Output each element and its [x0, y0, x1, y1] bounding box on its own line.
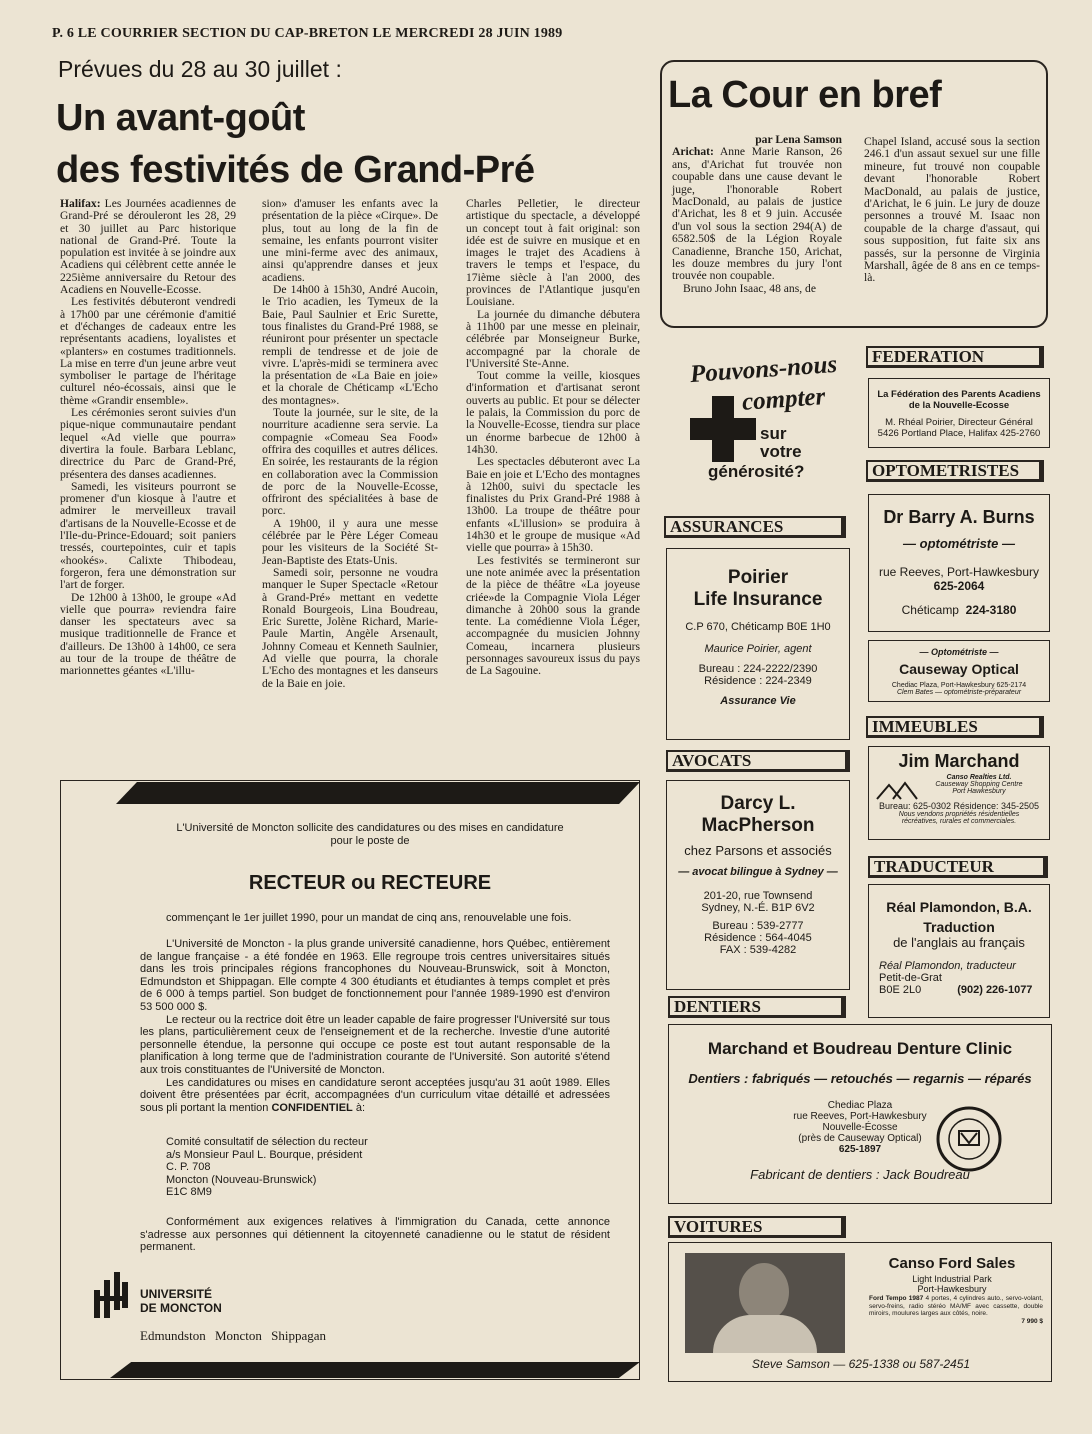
- charity-line-1: Pouvons-nous: [689, 350, 838, 389]
- assurance-agent: Maurice Poirier, agent: [704, 643, 812, 655]
- ad-term: commençant le 1er juillet 1990, pour un mandat de cinq ans, renouvelable une fois.: [166, 912, 572, 924]
- car-features: 4 portes, 4 cylindres auto., servo-volant, servo-freins, radio stéréo MA/MF avec cassette, double miroirs, moulures larges aux côtés, noire.: [869, 1295, 1043, 1318]
- university-logo-text: [140, 1287, 222, 1315]
- assurance-phone-2: Résidence : 224-2349: [704, 675, 812, 687]
- car-model: Ford Tempo 1987: [869, 1295, 924, 1302]
- article-column-3: [466, 198, 640, 678]
- lawyer-tagline: — avocat bilingue à Sydney —: [678, 866, 838, 878]
- paragraph: Les Journées acadiennes de Grand-Pré se dérouleront les 28, 29 et 30 juillet au Parc historique national de Grand-Pré. Toute la population est invitée à se joindre aux Acadiens qui célèbrent cette année le 225ième anniversaire du Retour des Acadiens en Nouvelle-Ecosse.: [60, 197, 236, 297]
- university-logo-icon: [92, 1272, 130, 1318]
- translator-postal: B0E 2L0: [879, 984, 922, 996]
- optometrist-phone: 625-2064: [933, 579, 985, 593]
- denture-box: [668, 1024, 1052, 1204]
- car-dealer-name: Canso Ford Sales: [888, 1255, 1016, 1272]
- denture-address-3: Nouvelle-Écosse: [822, 1122, 898, 1133]
- charity-line-2: compter: [741, 383, 827, 416]
- paragraph: Chapel Island, accusé sous la section 246.1 d'un assaut sexuel sur une fille mineure, fut trouvé non coupable devant l'honorable Robert MacDonald, au palais de justice, d'Arichat, le 6 juin. Le jury de douze personnes a trouvé M. Isaac non coupable de la charge d'assaut, qui sous supposition, fut faite six ans passés, sur la personne de Virginia Marshall, âgée de 8 ans en ce temps-là.: [864, 135, 1040, 285]
- article-column-2: [262, 198, 438, 690]
- realty-phones: Bureau: 625-0302 Résidence: 345-2505: [878, 801, 1040, 811]
- ad-bottom-bar: [110, 1362, 640, 1378]
- court-column-2: [864, 136, 1040, 285]
- paragraph: Charles Pelletier, le directeur artistique du spectacle, a développé un concept tout à fait original: son idée est de suivre en musique et en images le trajet des Acadiens à travers le temps et l'espace, du 17ième siècle à l'an 2000, des provinces de l'Atlantique jusqu'en Louisiane.: [466, 197, 640, 309]
- salesman-photo: [685, 1253, 845, 1353]
- denture-address-1: Chediac Plaza: [827, 1100, 893, 1111]
- section-header-voitures: VOITURES: [668, 1216, 846, 1238]
- optometrist-address: rue Reeves, Port-Hawkesbury: [878, 565, 1040, 579]
- court-title: La Cour en bref: [668, 74, 942, 116]
- paragraph: Tout comme la veille, kiosques d'information et d'artisanat seront ouverts au public. Et pour se délecter le palais, la Commission du porc de la Nouvelle-Ecosse, tiendra sur place un énorme barbecue de 12h00 à 14h30.: [466, 369, 640, 456]
- charity-line-3: sur: [760, 424, 787, 443]
- assurance-box: [666, 548, 850, 740]
- translator-town: Petit-de-Grat: [879, 972, 942, 984]
- denture-phone: 625-1897: [838, 1144, 882, 1155]
- paragraph: Toute la journée, sur le site, de la nourriture acadienne sera servie. La compagnie «Comeau Sea Food» offrira des coquilles et autres délices. En soirée, les restaurants de la région en collaboration avec la Commission de porc de la Nouvelle-Ecosse, offriront des spécialitées à base de porc.: [262, 406, 438, 518]
- lawyer-name-2: MacPherson: [701, 815, 815, 836]
- optometrist-box: [868, 494, 1050, 632]
- car-dealer-line-1: Light Industrial Park: [912, 1274, 992, 1284]
- federation-address: 5426 Portland Place, Halifax 425-2760: [877, 428, 1041, 439]
- paragraph: Les spectacles débuteront avec La Baie en joie et L'Echo des montagnes à 12h00, suivi du spectacle les finalistes du Prix Grand-Pré 1988 à 13h00. La troupe de théâtre pour enfants «L'illusion» se produira à 14h30 et le groupe de musique «Ad vielle que pourra» à 15h30.: [466, 455, 641, 555]
- causeway-optical-box: [868, 640, 1050, 702]
- charity-line-4: votre: [760, 442, 802, 461]
- causeway-line-1: Chediac Plaza, Port-Hawkesbury 625-2174: [891, 682, 1027, 689]
- realty-company-1: Canso Realties Ltd.: [946, 774, 1012, 781]
- car-dealer-box: [668, 1242, 1052, 1382]
- ad-paragraph-1: L'Université de Moncton - la plus grande université canadienne, hors Québec, entièrement de langue française - a été fondée en 1963. Elle regroupe trois centres universitaires situés dans les trois principales régions francophones du Nouveau-Brunswick, soit à Moncton, Edmundston et Shippagan. Elle compte 4 300 étudiants et étudiantes à temps complet et près de 6 000 à temps partiel. Son budget de fonctionnement pour l'année 1989-1990 est d'environ 53 500 000 $.: [140, 938, 610, 1013]
- ad-intro-1: L'Université de Moncton sollicite des candidatures ou des mises en candidature: [176, 822, 564, 834]
- ad-address-2: a/s Monsieur Paul L. Bourque, président: [166, 1148, 363, 1161]
- charity-ad: [668, 348, 850, 498]
- headline-line-1: Un avant-goût: [56, 97, 305, 139]
- ad-address-4: Moncton (Nouveau-Brunswick): [166, 1173, 317, 1186]
- realty-note-1: Nous vendons propriétés résidentielles: [898, 811, 1020, 818]
- paragraph: Anne Marie Ranson, 26 ans, d'Arichat fut trouvée non coupable dans une cause devant le juge, l'honorable Robert MacDonald, au palais de justice d'Arichat, les 8 et 9 juin. Accusée d'un vol sous la section 294(A) de 6582.50$ de la Légion Royale Canadienne, Branche 150, Arichat, les douze membres du jury l'ont trouvée non coupable.: [672, 145, 843, 283]
- paragraph: Samedi, les visiteurs pourront se promener d'un kiosque à l'autre et admirer le merveilleux travail d'artisans de la Nouvelle-Ecosse et de l'Ile-du-Prince-Edouard; soit paniers tressés, courtepointes, cuir et tapis «hookés». Calixte Thibodeau, forgeron, fera une démonstration sur l'art de forger.: [60, 479, 236, 592]
- paragraph: Bruno John Isaac, 48 ans, de: [683, 281, 816, 295]
- article-kicker: Prévues du 28 au 30 juillet :: [58, 56, 342, 82]
- section-header-federation: FEDERATION: [866, 346, 1044, 368]
- optometrist-title: — optométriste —: [903, 536, 1015, 551]
- paragraph: De 14h00 à 15h30, André Aucoin, le Trio acadien, les Tymeux de la Baie, Paul Saulnier et Eric Surette, tous finalistes du Grand-Pré 1988, se réuniront pour présenter un spectacle rempli de tendresse et de joie de vivre. L'après-midi se terminera avec la présentation de «La Baie en joie» et la chorale de Chéticamp «L'Echo des montagnes».: [262, 283, 438, 407]
- university-logo-line-2: DE MONCTON: [140, 1301, 222, 1315]
- translator-line-2: de l'anglais au français: [893, 935, 1025, 950]
- causeway-title: — Optométriste —: [919, 647, 999, 657]
- paragraph: La journée du dimanche débutera à 11h00 par une messe en pleinair, célébrée par Monseigneur Burke, accompagné par la chorale de l'Université Ste-Anne.: [466, 307, 640, 370]
- causeway-name: Causeway Optical: [899, 661, 1019, 677]
- paragraph: A 19h00, il y aura une messe célébrée par le Père Léger Comeau pour les visiteurs de la Société St-Jean-Baptiste des Etats-Unis.: [262, 516, 438, 567]
- dateline: Halifax:: [60, 197, 101, 210]
- translator-signature: Réal Plamondon, traducteur: [879, 960, 1016, 972]
- federation-name-1: La Fédération des Parents Acadiens: [877, 389, 1041, 400]
- university-campuses: Edmundston Moncton Shippagan: [140, 1328, 327, 1343]
- ad-position: RECTEUR ou RECTEURE: [248, 872, 492, 894]
- federation-contact: M. Rhéal Poirier, Directeur Général: [885, 417, 1033, 428]
- section-header-optometristes: OPTOMETRISTES: [866, 460, 1044, 482]
- realty-company-2: Causeway Shopping Centre: [935, 781, 1023, 788]
- lawyer-name-1: Darcy L.: [720, 793, 796, 814]
- realty-note-2: récréatives, rurales et commerciales.: [901, 818, 1017, 825]
- university-logo-line-1: UNIVERSITÉ: [140, 1287, 213, 1301]
- realty-box: [868, 746, 1050, 840]
- paragraph: sion» d'amuser les enfants avec la présentation de la pièce «Cirque». De plus, tout au long de la fin de semaine, les enfants pourront visiter une mini-ferme avec des animaux, ainsi qu'apprendre danses et jeux acadiens.: [262, 197, 438, 284]
- federation-name-2: de la Nouvelle-Ecosse: [908, 400, 1010, 411]
- ad-mail-address: [166, 1136, 566, 1199]
- paragraph: De 12h00 à 13h00, le groupe «Ad vielle que pourra» reviendra faire danser les spectateurs avec sa musique traditionnelle de France et d'ailleurs. De 13h00 à 14h00, ce sera au tour de la troupe de théâtre de marionnettes géantes «L'illu-: [60, 590, 236, 678]
- assurance-phone-1: Bureau : 224-2222/2390: [698, 663, 818, 675]
- ad-address-3: C. P. 708: [166, 1161, 211, 1174]
- ad-paragraph-3: Les candidatures ou mises en candidature seront acceptées jusqu'au 31 août 1989. Elles doivent être présentées par écrit, accompagnées d'un curriculum vitae détaillé et adressées sous pli portant la mention: [140, 1076, 610, 1114]
- ad-address-1: Comité consultatif de sélection du recteur: [166, 1136, 368, 1148]
- lawyer-phone-2: Résidence : 564-4045: [704, 932, 812, 944]
- translator-name: Réal Plamondon, B.A.: [886, 899, 1032, 915]
- lawyer-fax: FAX : 539-4282: [719, 944, 797, 956]
- section-header-assurances: ASSURANCES: [664, 516, 846, 538]
- paragraph: Les cérémonies seront suivies d'un pique-nique communautaire pendant lequel «Ad vielle que pourra» divertira la foule. Barbara Leblanc, directrice du Parc de Grand-Pré, présentera des danses acadiennes.: [60, 406, 236, 481]
- car-contact: Steve Samson — 625-1338 ou 587-2451: [751, 1357, 971, 1371]
- optometrist-phone2: 224-3180: [965, 603, 1017, 617]
- optometrist-name: Dr Barry A. Burns: [883, 507, 1035, 527]
- section-header-avocats: AVOCATS: [666, 750, 850, 772]
- lawyer-address-2: Sydney, N.-É. B1P 6V2: [701, 902, 815, 914]
- section-header-immeubles: IMMEUBLES: [866, 716, 1044, 738]
- car-price: 7 990 $: [1021, 1317, 1043, 1325]
- court-byline: par Lena Samson: [755, 133, 842, 146]
- lawyer-box: [666, 780, 850, 990]
- paragraph: Samedi soir, personne ne voudra manquer le Super Spectacle «Retour à Grand-Pré» mettant en vedette Ronald Bourgeois, Lina Boudreau, Eric Surette, Jolène Richard, Marie-Paule Martin, Angèle Arsenault, Johnny Comeau et Kenneth Saulnier, Ad vielle que pourra, la chorale L'Echo des montagnes et les danseurs de la Baie en joie.: [262, 565, 438, 690]
- causeway-line-2: Clem Bates — optométriste-préparateur: [896, 689, 1022, 696]
- car-description: [869, 1295, 1043, 1325]
- house-icon: [875, 777, 919, 801]
- ad-address-5: E1C 8M9: [166, 1186, 212, 1199]
- dateline: Arichat:: [672, 145, 714, 159]
- lawyer-firm: chez Parsons et associés: [684, 843, 832, 858]
- translator-phone: (902) 226-1077: [957, 984, 1033, 996]
- denture-address-4: (près de Causeway Optical): [798, 1133, 922, 1144]
- paragraph: Les festivités se termineront sur une note animée avec la présentation de la pièce de théâtre «La joyeuse criée»de la Compagnie Viola Léger dimanche à 20h00 sous la grande tente. La comédienne Viola Léger, accompagnée du musicien Johnny Comeau, incarnera plusieurs personnages savoureux issus du pays de La Sagouine.: [466, 553, 640, 678]
- ad-immigration-note: Conformément aux exigences relatives à l'immigration du Canada, cette annonce s'adresse aux personnes qui détiennent la citoyenneté canadienne ou le statut de résident permanent.: [140, 1216, 610, 1254]
- realty-company-3: Port Hawkesbury: [952, 788, 1006, 795]
- assurance-name-1: Poirier: [727, 567, 789, 588]
- denture-services: Dentiers : fabriqués — retouchés — regarnis — réparés: [688, 1071, 1032, 1086]
- section-header-dentiers: DENTIERS: [668, 996, 846, 1018]
- red-cross-icon: [690, 396, 756, 462]
- assurance-tagline: Assurance Vie: [720, 695, 796, 707]
- assurance-name-2: Life Insurance: [693, 589, 823, 610]
- optometrist-phone2-label: Chéticamp: [901, 603, 959, 617]
- federation-box: [868, 378, 1050, 448]
- lawyer-address-1: 201-20, rue Townsend: [703, 890, 813, 902]
- realty-name: Jim Marchand: [898, 751, 1020, 771]
- section-header-traducteur: TRADUCTEUR: [868, 856, 1048, 878]
- ad-body: [140, 938, 610, 1114]
- ad-intro: [140, 822, 600, 848]
- translator-line-1: Traduction: [923, 919, 995, 935]
- ad-intro-2: pour le poste de: [330, 835, 410, 847]
- lawyer-phone-1: Bureau : 539-2777: [712, 920, 804, 932]
- translator-box: [868, 884, 1050, 1018]
- denturist-seal-icon: [935, 1105, 1003, 1173]
- charity-line-5: générosité?: [708, 462, 805, 481]
- ad-confidential: CONFIDENTIEL: [271, 1101, 353, 1114]
- denture-maker: Fabricant de dentiers : Jack Boudreau: [750, 1167, 970, 1182]
- article-column-1: [60, 198, 236, 678]
- paragraph: Les festivités débuteront vendredi à 17h00 par une cérémonie d'amitié et d'échanges de cadeaux entre les représentants acadiens, loyalistes et «planters» en costumes traditionnels. La mise en terre d'un jeune arbre veut symboliser le partage de l'héritage culturel néo-écossais, ainsi que le thème «Grandir ensemble».: [60, 295, 236, 407]
- car-dealer-line-2: Port-Hawkesbury: [917, 1284, 987, 1294]
- headline-line-2: des festivités de Grand-Pré: [56, 149, 535, 191]
- ad-top-bar: [116, 782, 640, 804]
- page-folio: P. 6 LE COURRIER SECTION DU CAP-BRETON LE MERCREDI 28 JUIN 1989: [52, 26, 563, 41]
- ad-paragraph-3-end: à:: [355, 1101, 366, 1114]
- court-column-1: [672, 134, 842, 295]
- assurance-address: C.P 670, Chéticamp B0E 1H0: [685, 621, 831, 633]
- denture-name: Marchand et Boudreau Denture Clinic: [707, 1039, 1013, 1058]
- ad-paragraph-2: Le recteur ou la rectrice doit être un leader capable de faire progresser l'Université sur tous les plans, particulièrement ceux de l'enseignement et de la recherche. Investie d'une autorité personnelle étendue, la personne qui occupe ce poste est tout autant responsable de la planification à long terme que de l'administration courante de l'Université. Son autorité s'étend aux trois constituantes de l'Université de Moncton.: [140, 1013, 610, 1076]
- denture-address-2: rue Reeves, Port-Hawkesbury: [793, 1111, 927, 1122]
- article-headline: [56, 92, 535, 196]
